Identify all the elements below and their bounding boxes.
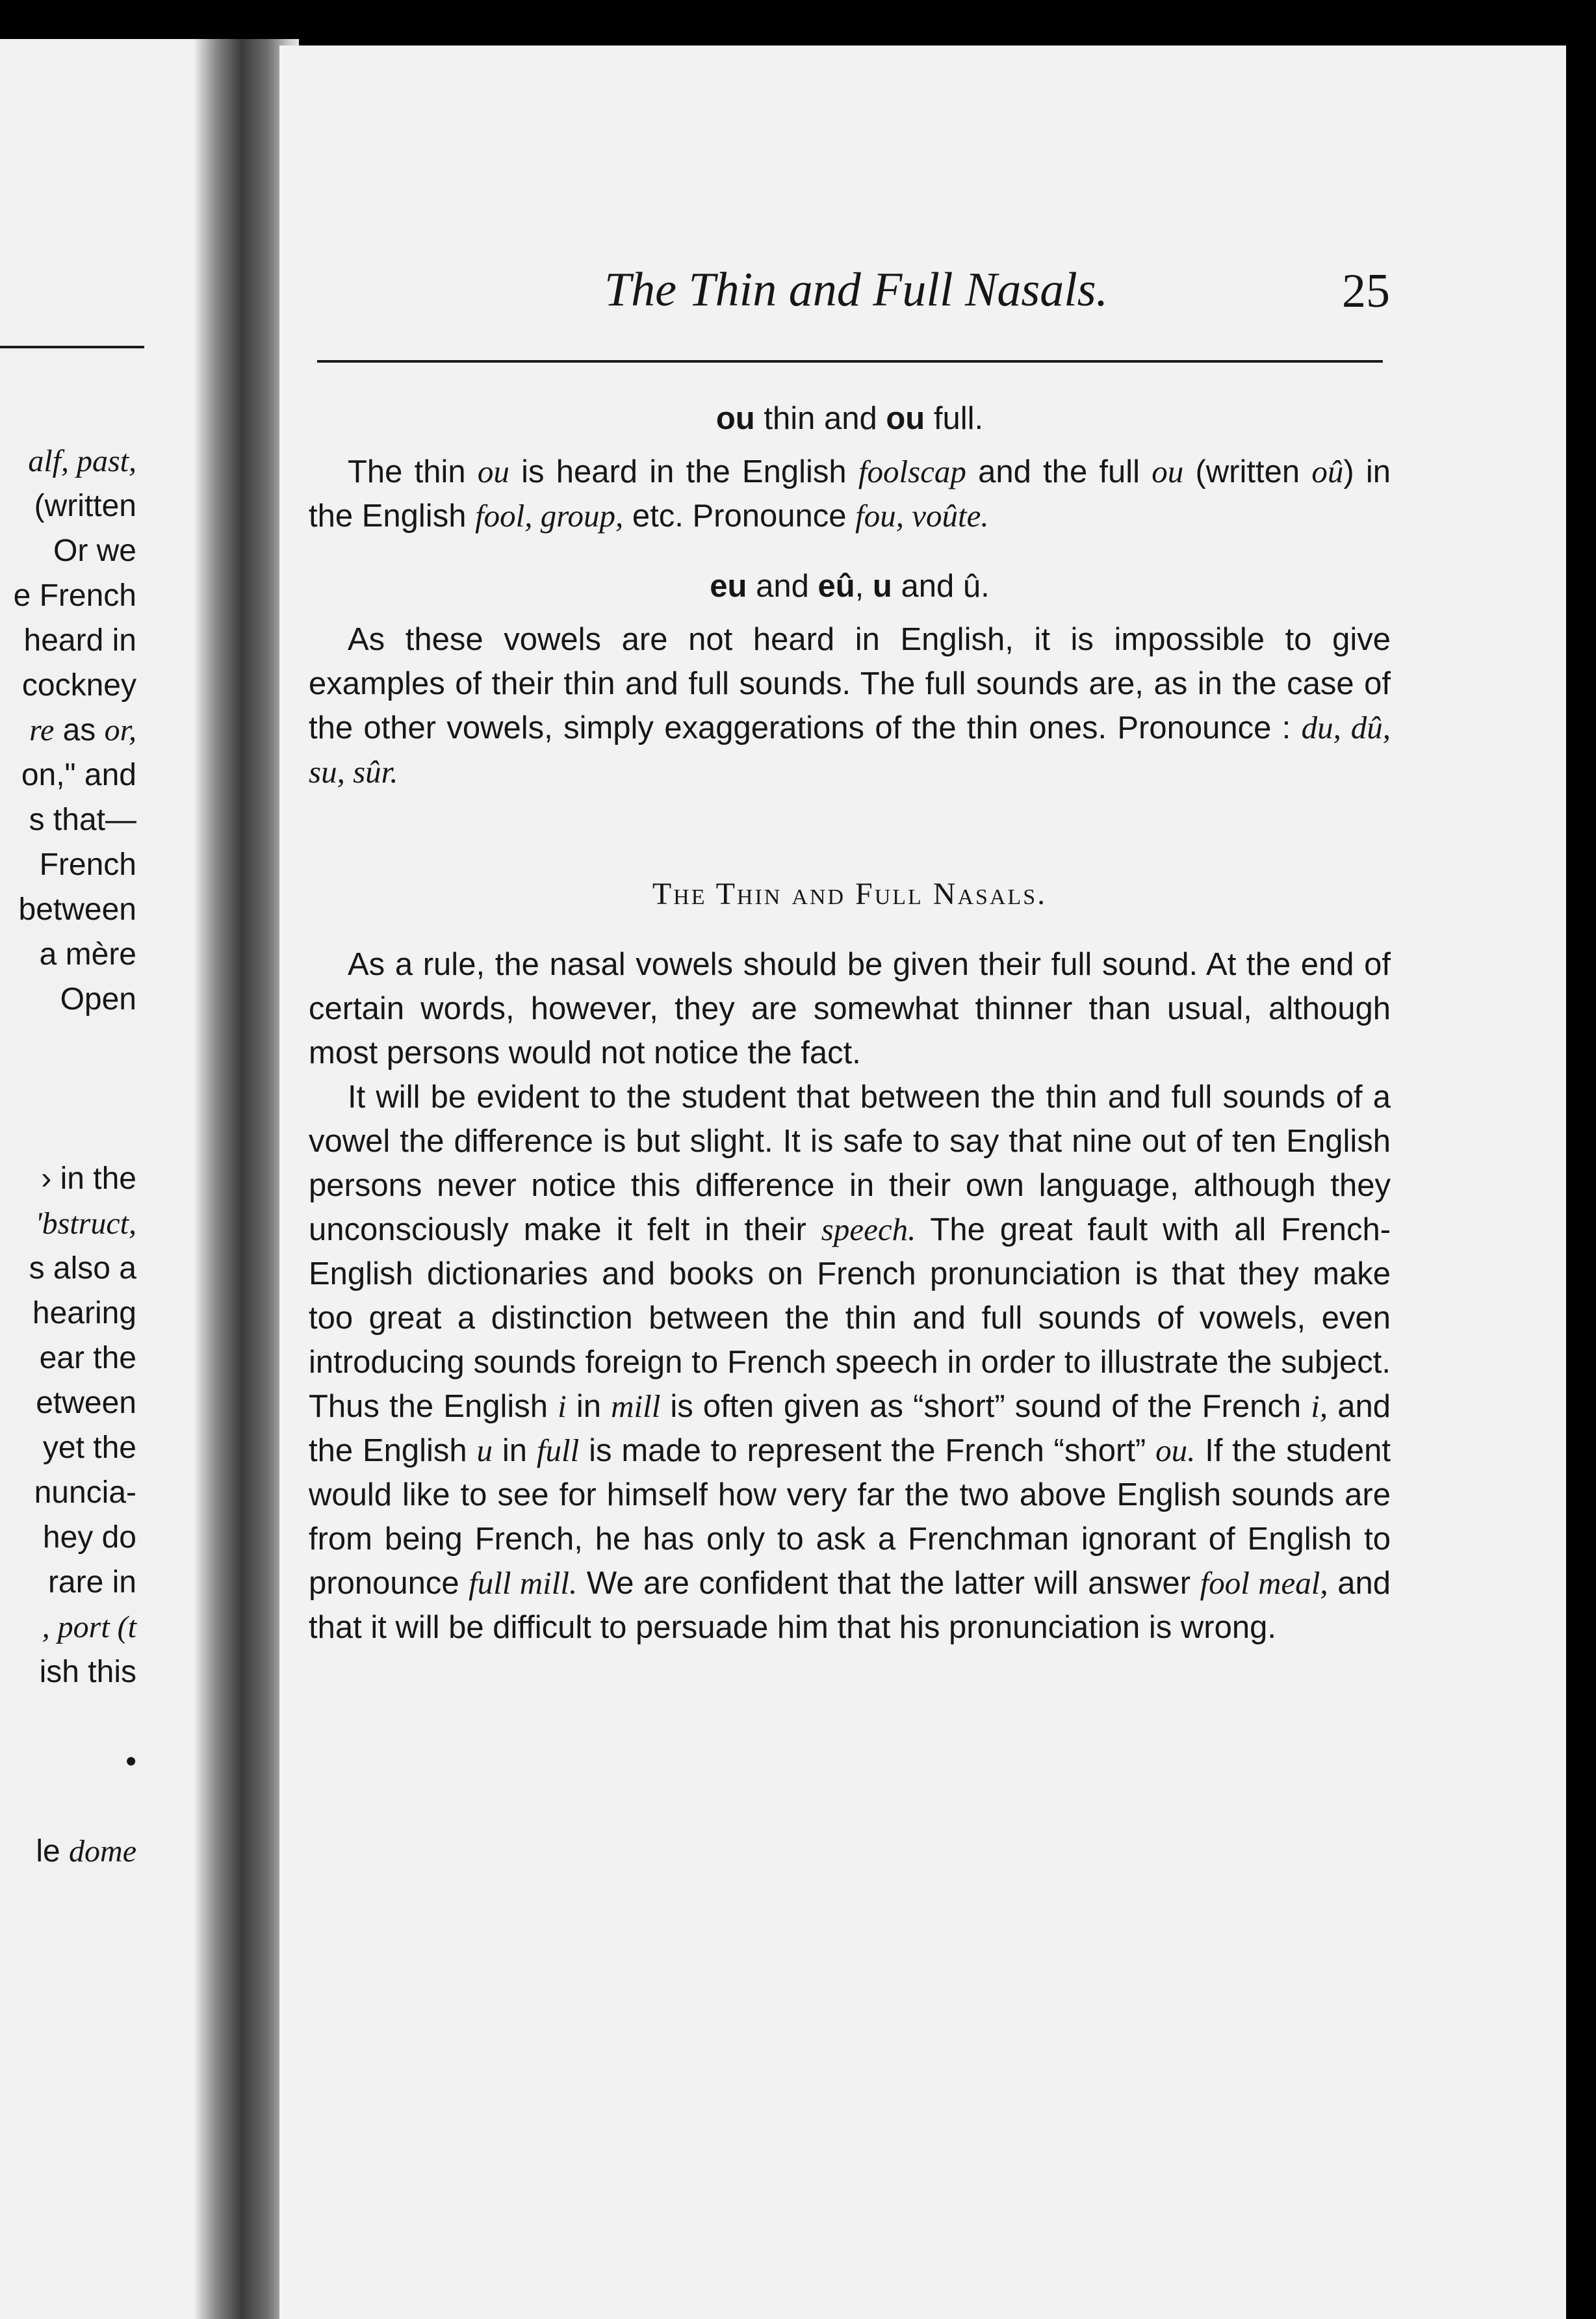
left-text-block-1 <box>14 439 136 1022</box>
left-text-run: on," and <box>21 758 136 792</box>
left-text-run: 'bstruct, <box>35 1206 136 1241</box>
left-line <box>14 618 136 663</box>
text-run: (written <box>1183 454 1312 489</box>
left-text-run: nuncia- <box>34 1475 136 1510</box>
left-text-run: e French <box>13 578 136 613</box>
paragraph-nasal-1 <box>309 942 1391 1075</box>
text-run: i <box>558 1388 567 1424</box>
left-page-rule <box>0 346 144 348</box>
left-page-text <box>14 439 136 1874</box>
left-text-run: Open <box>60 982 136 1017</box>
text-run: oû <box>1311 454 1344 489</box>
left-line <box>14 1470 136 1515</box>
left-text-run: a mère <box>39 937 136 972</box>
left-text-run: ear the <box>39 1341 136 1375</box>
header-rule <box>317 360 1383 363</box>
left-line <box>14 1605 136 1650</box>
text-run: is often given as “short” sound of the French <box>660 1389 1311 1424</box>
left-text-run: s that— <box>29 803 136 837</box>
left-text-run: s also a <box>29 1251 136 1286</box>
left-line <box>14 1560 136 1605</box>
left-line <box>14 1425 136 1470</box>
text-run: is heard in the English <box>509 454 858 489</box>
text-run: in <box>566 1389 611 1424</box>
text-run: and that it will be difficult to persuade him that his pronunciation is wrong. <box>309 1566 1391 1645</box>
text-run: If the student would like to see for himself how very far the two above English sounds are from being French, he has only to ask a Frenchman ignorant of English to pronounce <box>309 1433 1391 1601</box>
left-last-line <box>14 1829 136 1874</box>
left-text-run: › in the <box>41 1161 136 1196</box>
text-run: The thin <box>348 454 478 489</box>
left-text-run: Or we <box>53 534 136 568</box>
left-line <box>14 484 136 528</box>
left-text-block-2 <box>14 1156 136 1694</box>
left-text-run: heard in <box>23 623 136 658</box>
text-run: is made to represent the French “short” <box>579 1433 1156 1468</box>
left-line <box>14 1380 136 1425</box>
left-line <box>14 753 136 797</box>
paragraph-eu <box>309 617 1391 794</box>
running-title: The Thin and Full Nasals. <box>604 263 1109 317</box>
left-text-run: alf, <box>28 444 77 478</box>
left-text-run: le <box>36 1834 70 1869</box>
left-text-run: between <box>18 892 136 927</box>
left-text-run: re <box>29 713 55 747</box>
left-text-run: past, <box>76 444 136 478</box>
left-text-run: yet the <box>42 1431 136 1465</box>
left-text-run: ish this <box>39 1655 136 1689</box>
text-run: and the full <box>966 454 1152 489</box>
text-run: etc. Pronounce <box>623 499 856 534</box>
text-run: As these vowels are not heard in English, it is impossible to give examples of their thin and full sounds. The full sounds are, as in the case of the other vowels, simply exaggerations of the thin ones. Pronounce : <box>309 622 1391 745</box>
text-run: and the English <box>309 1389 1391 1468</box>
right-page <box>279 45 1566 2319</box>
subhead-ou: ou thin and ou full. <box>715 401 984 436</box>
left-line <box>14 528 136 573</box>
text-run: fou, voûte. <box>855 498 989 534</box>
page-number: 25 <box>1342 265 1390 318</box>
left-line <box>14 1336 136 1380</box>
text-run: du, dû, su, sûr. <box>309 710 1391 790</box>
left-text-run: hey do <box>42 1520 136 1555</box>
page-header <box>279 247 1566 331</box>
paragraph-ou <box>309 450 1391 538</box>
text-run: full <box>536 1432 580 1468</box>
text-run: in <box>493 1433 537 1468</box>
left-text-run: rare in <box>47 1565 136 1600</box>
text-run: fool, group, <box>475 498 624 534</box>
left-line <box>14 977 136 1022</box>
left-line <box>14 573 136 618</box>
left-text-run: (written <box>34 489 136 523</box>
left-line <box>14 1291 136 1336</box>
page-body <box>309 396 1391 1650</box>
left-line <box>14 1650 136 1694</box>
left-line <box>14 842 136 887</box>
left-line <box>14 887 136 932</box>
text-run: fool meal, <box>1200 1565 1328 1601</box>
section-title: The Thin and Full Nasals. <box>652 877 1048 911</box>
text-run: ou <box>477 454 509 489</box>
left-text-run: , port (t <box>42 1610 136 1644</box>
left-line <box>14 708 136 753</box>
left-line <box>14 797 136 842</box>
text-run: ) in the English <box>309 454 1391 534</box>
subhead-eu: eu and eû, u and û. <box>710 569 990 604</box>
left-text-run: or, <box>104 713 136 747</box>
left-text-run: cockney <box>21 668 136 703</box>
left-line <box>14 663 136 708</box>
text-run: full mill. <box>469 1565 578 1601</box>
paragraph-nasal-2 <box>309 1075 1391 1650</box>
text-run: We are confident that the latter will answer <box>577 1566 1200 1601</box>
text-run: The great fault with all French-English dictionaries and books on French pronunciation is that they make too great a distinction between the thin and full sounds of vowels, even introducing sounds foreign to French speech in order to illustrate the subject. Thus the English <box>309 1212 1391 1424</box>
left-text-run: etween <box>36 1386 136 1420</box>
left-text-run: dome <box>69 1834 136 1869</box>
left-line <box>14 1201 136 1246</box>
text-run: As a rule, the nasal vowels should be given their full sound. At the end of certain words, however, they are somewhat thinner than usual, although most persons would not notice the fact. <box>309 947 1391 1070</box>
text-run: ou <box>1152 454 1184 489</box>
left-text-run: as <box>54 713 105 747</box>
text-run: It will be evident to the student that between the thin and full sounds of a vowel the difference is but slight. It is safe to say that nine out of ten English persons never notice this difference in their own language, although they unconsciously make it felt in their <box>309 1080 1391 1247</box>
text-run: u <box>476 1432 493 1468</box>
text-run: ou. <box>1155 1432 1196 1468</box>
left-text-run: French <box>39 848 136 882</box>
left-text-run: hearing <box>32 1296 136 1330</box>
left-dot: • <box>125 1744 136 1779</box>
text-run: mill <box>611 1388 661 1424</box>
left-line <box>14 1515 136 1560</box>
left-line <box>14 439 136 484</box>
left-line <box>14 1246 136 1291</box>
text-run: speech. <box>821 1211 916 1247</box>
text-run: foolscap <box>858 454 966 489</box>
left-page-fragment <box>0 39 214 2319</box>
text-run: i, <box>1311 1388 1328 1424</box>
left-line <box>14 932 136 977</box>
left-line <box>14 1156 136 1201</box>
